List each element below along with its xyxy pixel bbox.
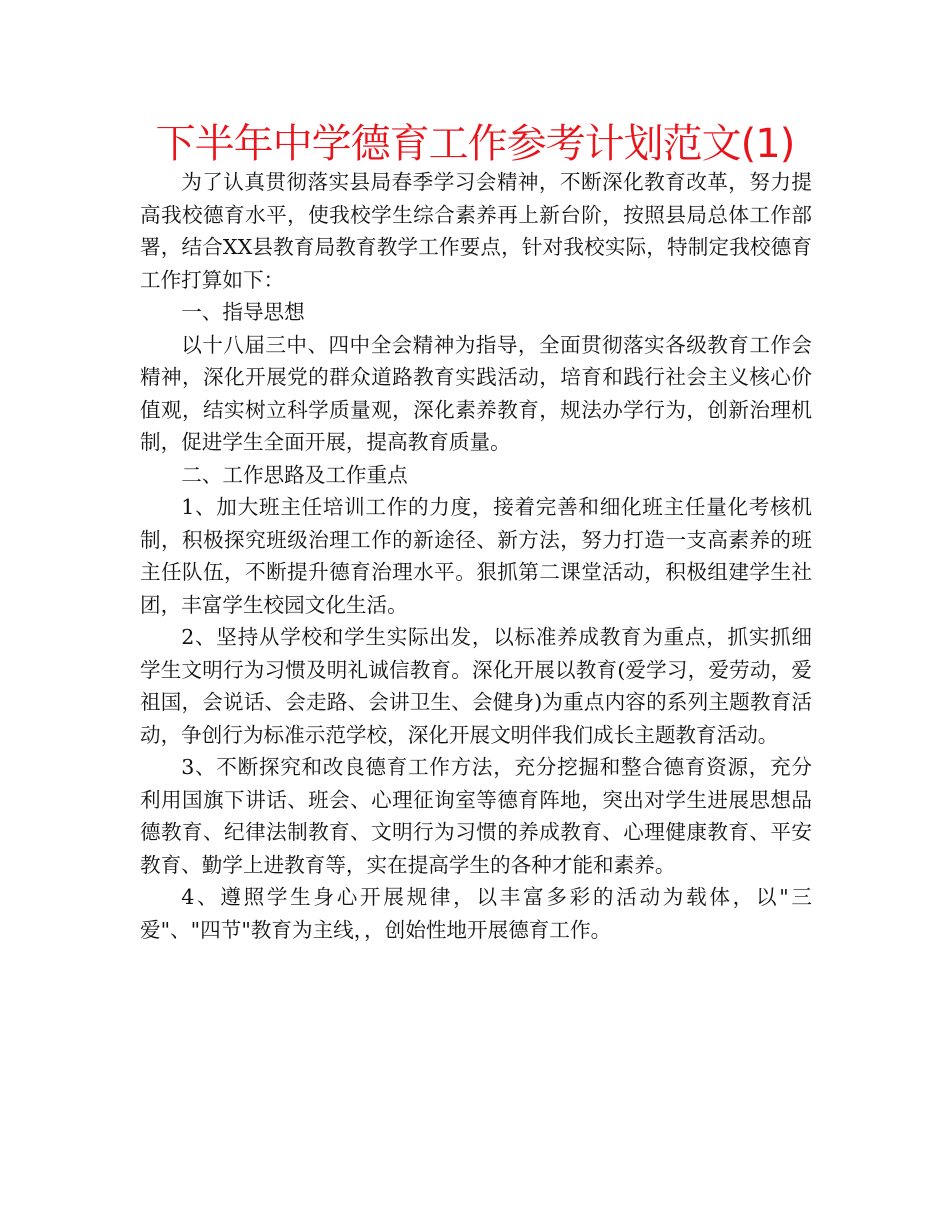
- work-item-2-paragraph: 2、坚持从学校和学生实际出发，以标准养成教育为重点，抓实抓细学生文明行为习惯及明礼诚信教育。深化开展以教育(爱学习，爱劳动，爱祖国，会说话、会走路、会讲卫生、会健身)为重点内容的系列主题教育活动，争创行为标准示范学校，深化开展文明伴我们成长主题教育活动。: [140, 625, 812, 747]
- work-item-1-paragraph: 1、加大班主任培训工作的力度，接着完善和细化班主任量化考核机制，积极探究班级治理工作的新途径、新方法，努力打造一支高素养的班主任队伍，不断提升德育治理水平。狠抓第二课堂活动，积极组建学生社团，丰富学生校园文化生活。: [140, 495, 812, 617]
- work-item-3-paragraph: 3、不断探究和改良德育工作方法，充分挖掘和整合德育资源，充分利用国旗下讲话、班会、心理征询室等德育阵地，突出对学生进展思想品德教育、纪律法制教育、文明行为习惯的养成教育、心理健康教育、平安教育、勤学上进教育等，实在提高学生的各种才能和素养。: [140, 755, 812, 877]
- document-body: [140, 166, 812, 946]
- guiding-ideology-paragraph: 以十八届三中、四中全会精神为指导，全面贯彻落实各级教育工作会精神，深化开展党的群众道路教育实践活动，培育和践行社会主义核心价值观，结实树立科学质量观，深化素养教育，规法办学行为，创新治理机制，促进学生全面开展，提高教育质量。: [140, 332, 812, 454]
- intro-paragraph: 为了认真贯彻落实县局春季学习会精神，不断深化教育改革，努力提高我校德育水平，使我校学生综合素养再上新台阶，按照县局总体工作部署，结合XX县教育局教育教学工作要点，针对我校实际，特制定我校德育工作打算如下：: [140, 170, 812, 292]
- section-heading-guiding-ideology: 一、指导思想: [181, 300, 305, 324]
- document-title: 下半年中学德育工作参考计划范文(1): [155, 121, 795, 167]
- work-item-4-paragraph: 4、遵照学生身心开展规律，以丰富多彩的活动为载体，以"三爱"、"四节"教育为主线，，创始性地开展德育工作。: [140, 885, 812, 942]
- section-heading-work-focus: 二、工作思路及工作重点: [181, 462, 408, 487]
